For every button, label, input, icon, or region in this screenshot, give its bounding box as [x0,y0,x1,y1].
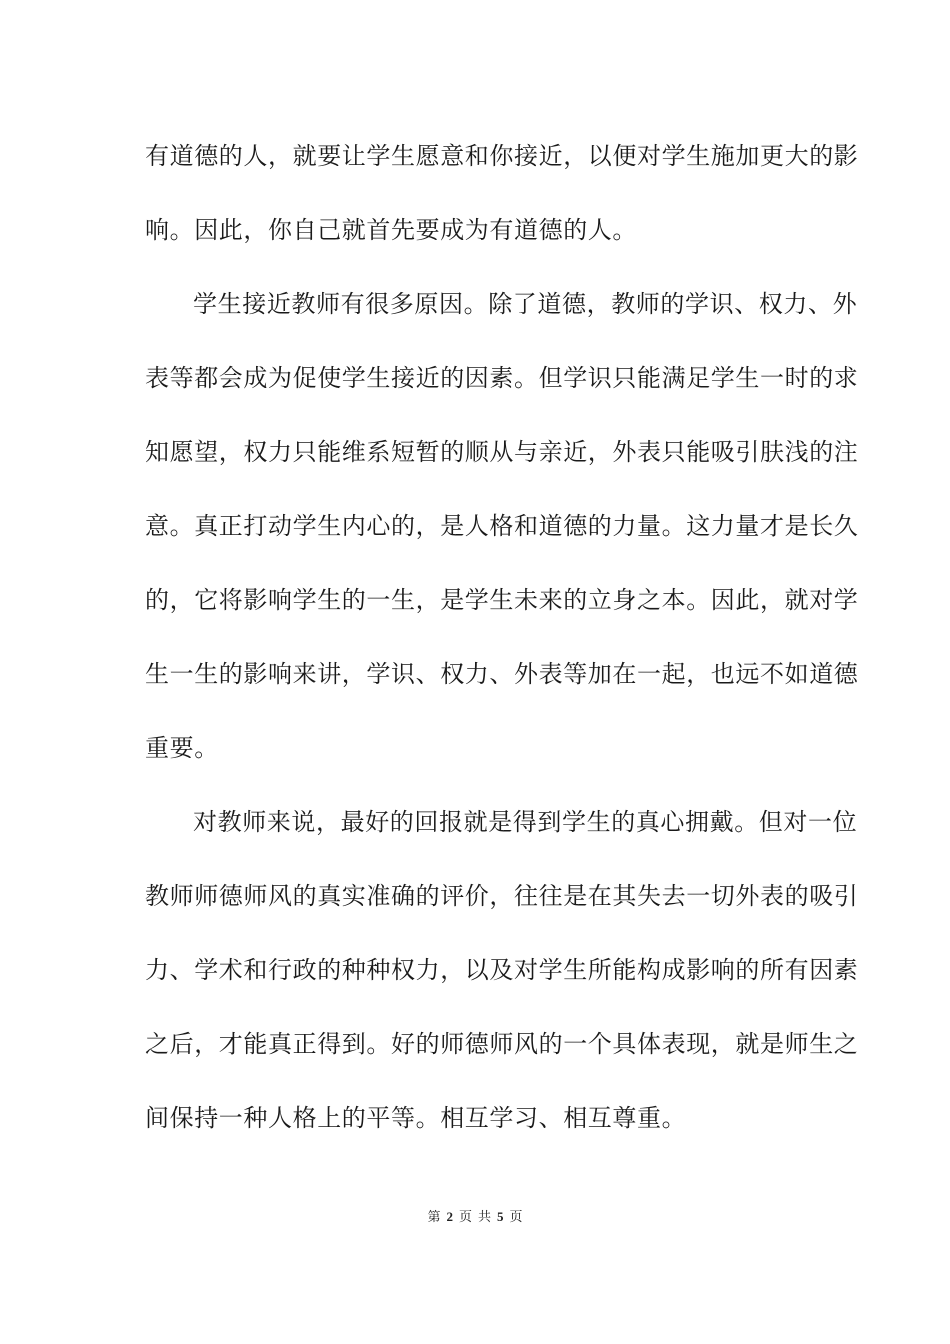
footer-prefix: 第 [427,1210,441,1225]
text-line: 有道德的人，就要让学生愿意和你接近，以便对学生施加更大的影 [145,142,859,170]
text-line: 重要。 [145,734,219,762]
text-line: 响。因此，你自己就首先要成为有道德的人。 [145,216,637,244]
footer-suffix: 页 [509,1210,523,1225]
total-pages-number: 5 [497,1209,504,1224]
paragraph-first-line: 学生接近教师有很多原因。除了道德，教师的学识、权力、外 [193,290,858,318]
footer-page-word: 页 [458,1210,472,1225]
text-line: 意。真正打动学生内心的，是人格和道德的力量。这力量才是长久 [145,512,859,540]
text-line: 生一生的影响来讲，学识、权力、外表等加在一起，也远不如道德 [145,660,859,688]
text-line: 之后，才能真正得到。好的师德师风的一个具体表现，就是师生之 [145,1030,859,1058]
current-page-number: 2 [446,1209,453,1224]
footer-total-word: 共 [478,1210,492,1225]
text-line: 知愿望，权力只能维系短暂的顺从与亲近，外表只能吸引肤浅的注 [145,438,859,466]
text-line: 力、学术和行政的种种权力，以及对学生所能构成影响的所有因素 [145,956,859,984]
text-line: 教师师德师风的真实准确的评价，往往是在其失去一切外表的吸引 [145,882,859,910]
text-line: 间保持一种人格上的平等。相互学习、相互尊重。 [145,1104,687,1132]
paragraph-first-line: 对教师来说，最好的回报就是得到学生的真心拥戴。但对一位 [193,808,858,836]
page-number-footer [0,1208,950,1227]
text-line: 表等都会成为促使学生接近的因素。但学识只能满足学生一时的求 [145,364,859,392]
text-line: 的，它将影响学生的一生，是学生未来的立身之本。因此，就对学 [145,586,859,614]
